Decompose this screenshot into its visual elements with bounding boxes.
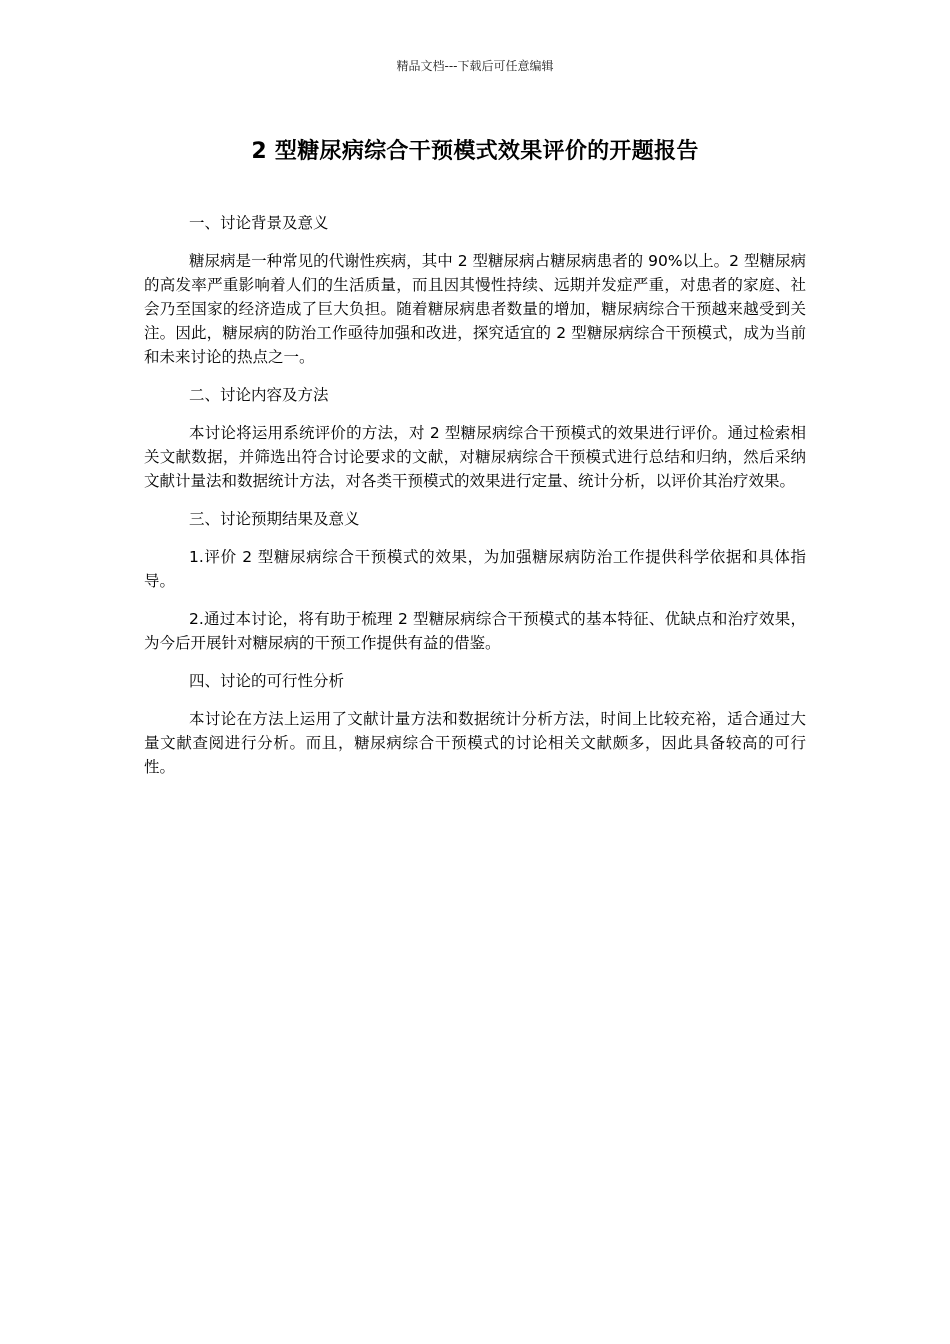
section-heading-feasibility: 四、讨论的可行性分析 bbox=[189, 672, 345, 690]
paragraph-methods: 本讨论将运用系统评价的方法，对 2 型糖尿病综合干预模式的效果进行评价。通过检索相关文献数据，并筛选出符合讨论要求的文献，对糖尿病综合干预模式进行总结和归纳，然后采纳文献计量法和数据统计方法，对各类干预模式的效果进行定量、统计分析，以评价其治疗效果。 bbox=[144, 424, 806, 490]
document-title: 2 型糖尿病综合干预模式效果评价的开题报告 bbox=[251, 139, 699, 164]
paragraph-feasibility: 本讨论在方法上运用了文献计量方法和数据统计分析方法，时间上比较充裕，适合通过大量文献查阅进行分析。而且，糖尿病综合干预模式的讨论相关文献颇多，因此具备较高的可行性。 bbox=[144, 710, 806, 776]
paragraph-expected-result-2: 2.通过本讨论，将有助于梳理 2 型糖尿病综合干预模式的基本特征、优缺点和治疗效果，为今后开展针对糖尿病的干预工作提供有益的借鉴。 bbox=[144, 610, 806, 652]
page-header: 精品文档---下载后可任意编辑 bbox=[396, 59, 554, 73]
document-body bbox=[144, 211, 806, 793]
paragraph-background: 糖尿病是一种常见的代谢性疾病，其中 2 型糖尿病占糖尿病患者的 90%以上。2 型糖尿病的高发率严重影响着人们的生活质量，而且因其慢性持续、远期并发症严重，对患者的家庭、社会乃至国家的经济造成了巨大负担。随着糖尿病患者数量的增加，糖尿病综合干预越来越受到关注。因此，糖尿病的防治工作亟待加强和改进，探究适宜的 2 型糖尿病综合干预模式，成为当前和未来讨论的热点之一。 bbox=[144, 252, 806, 366]
section-heading-expected-results: 三、讨论预期结果及意义 bbox=[189, 510, 360, 528]
section-heading-background: 一、讨论背景及意义 bbox=[189, 214, 329, 232]
paragraph-expected-result-1: 1.评价 2 型糖尿病综合干预模式的效果，为加强糖尿病防治工作提供科学依据和具体指导。 bbox=[144, 548, 806, 590]
section-heading-methods: 二、讨论内容及方法 bbox=[189, 386, 329, 404]
